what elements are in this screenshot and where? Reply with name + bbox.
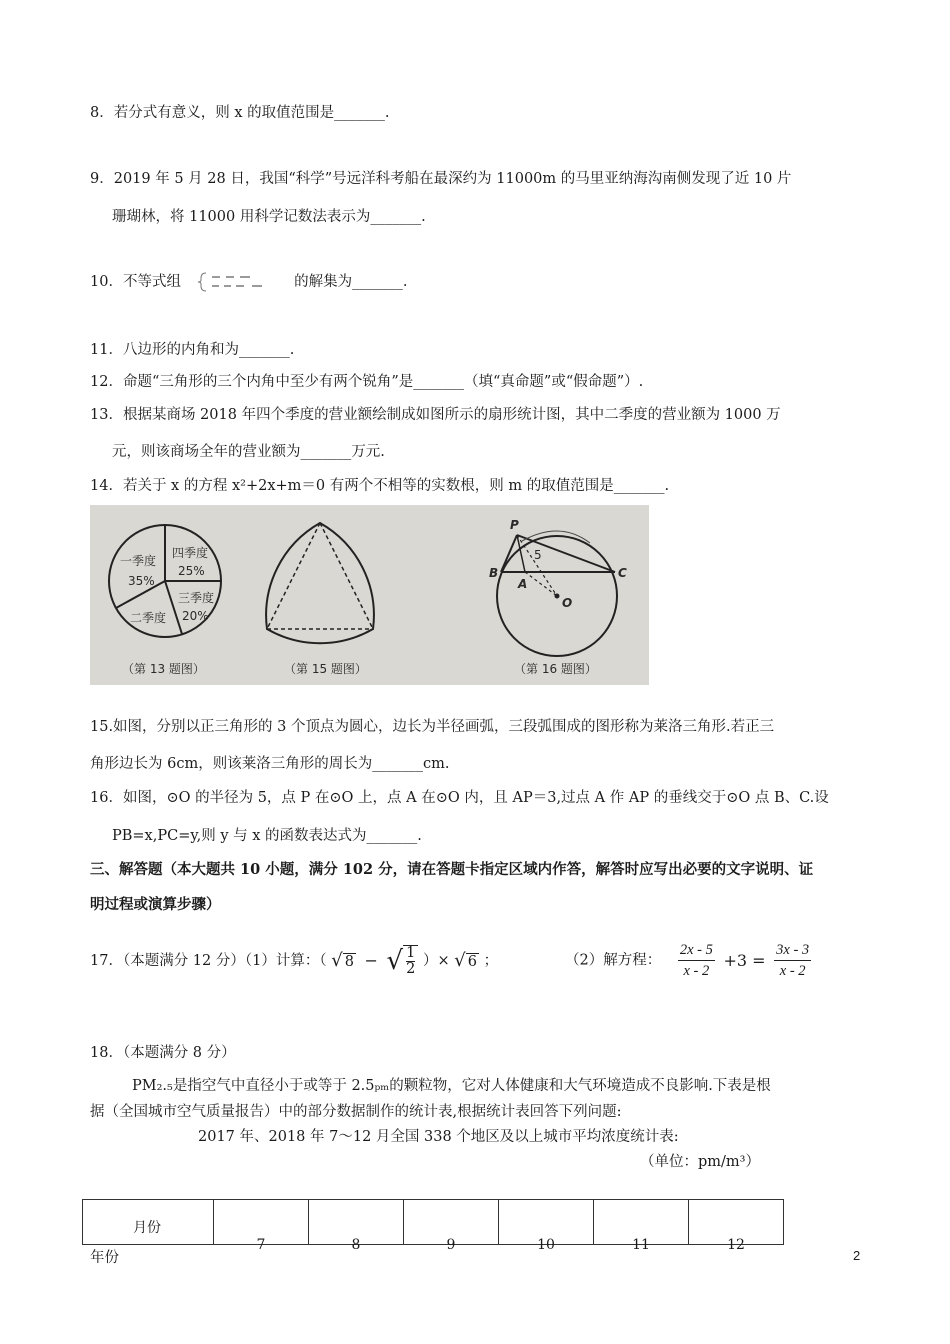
question-18-header: 18．（本题满分 8 分）: [90, 1045, 236, 1061]
section-3-line2: 明过程或演算步骤）: [90, 896, 221, 913]
question-16-line2: PB=x,PC=y,则 y 与 x 的函数表达式为_______.: [112, 828, 422, 844]
label-c: C: [618, 566, 627, 580]
sqrt-6: √ 6: [454, 949, 477, 971]
label-o: O: [562, 596, 573, 610]
pie-q1-label: 一季度: [120, 554, 157, 568]
label-five: 5: [534, 548, 542, 562]
label-p: P: [510, 518, 519, 532]
inequality-system-image: [198, 271, 280, 293]
rhs-fraction: $\frac{3x - 3}{x - 2}$: [776, 942, 810, 979]
plus-three-equals: +3 =: [723, 950, 766, 970]
month-cell-10: 10: [499, 1200, 594, 1245]
question-10-prefix: 10．不等式组: [90, 274, 181, 290]
month-cell-11: 11: [594, 1200, 689, 1245]
month-cell-12: 12: [689, 1200, 784, 1245]
table-unit: （单位：pm/m³）: [640, 1154, 760, 1170]
circle-chord-figure: [489, 518, 627, 676]
month-cell-7: 7: [214, 1200, 309, 1245]
pie-caption: （第 13 题图）: [122, 662, 205, 676]
figures-svg: [90, 505, 649, 685]
table-row: [83, 1200, 784, 1245]
label-b: B: [489, 566, 499, 580]
question-13-line2: 元，则该商场全年的营业额为_______万元.: [112, 444, 385, 460]
question-14: 14．若关于 x 的方程 x²+2x+m＝0 有两个不相等的实数根，则 m 的取值范围是_______.: [90, 478, 670, 494]
circle-caption: （第 16 题图）: [514, 662, 597, 676]
pie-q1-pct: 35%: [128, 574, 155, 588]
times-sign: ）×: [422, 953, 450, 969]
question-10: [90, 271, 408, 293]
question-10-suffix: 的解集为_______.: [294, 274, 408, 290]
table-title: 2017 年、2018 年 7～12 月全国 338 个地区及以上城市平均浓度统计表:: [198, 1129, 679, 1145]
q17-prefix: 17．（本题满分 12 分）（1）计算：（: [90, 953, 327, 969]
question-17-part2: [565, 940, 811, 986]
header-month-cell: [83, 1200, 214, 1245]
figures-panel: [90, 505, 649, 685]
header-year: 年份: [90, 1250, 119, 1266]
q17-part2-label: （2）解方程：: [565, 952, 662, 969]
question-9-line1: 9．2019 年 5 月 28 日，我国“科学”号远洋科考船在最深约为 11000m 的马里亚纳海沟南侧发现了近 10 片: [90, 171, 792, 187]
question-8: 8．若分式有意义，则 x 的取值范围是_______.: [90, 105, 390, 121]
pie-q2-label: 二季度: [130, 611, 167, 625]
month-cell-9: 9: [404, 1200, 499, 1245]
lhs-fraction: $\frac{2x - 5}{x - 2}$: [679, 942, 713, 979]
question-18-para-line1: PM₂.₅是指空气中直径小于或等于 2.5ₚₘ的颗粒物，它对人体健康和大气环境造成不良影响.下表是根: [132, 1078, 771, 1094]
question-11: 11．八边形的内角和为_______.: [90, 342, 295, 358]
sqrt-8: √ 8: [331, 949, 354, 971]
page-number: 2: [853, 1248, 861, 1263]
question-15-line1: 15.如图，分别以正三角形的 3 个顶点为圆心，边长为半径画弧，三段弧围成的图形称为莱洛三角形.若正三: [90, 719, 775, 735]
label-a: A: [518, 577, 528, 591]
pie-q3-pct: 20%: [182, 609, 209, 623]
question-12: 12．命题“三角形的三个内角中至少有两个锐角”是_______（填“真命题”或“假命题”）.: [90, 374, 644, 390]
question-15-line2: 角形边长为 6cm，则该莱洛三角形的周长为_______cm.: [90, 756, 450, 772]
pm25-table: [82, 1199, 784, 1253]
question-16-line1: 16．如图，⊙O 的半径为 5，点 P 在⊙O 上，点 A 在⊙O 内，且 AP＝3,过点 A 作 AP 的垂线交于⊙O 点 B、C.设: [90, 790, 829, 806]
header-month: 月份: [133, 1220, 161, 1236]
minus-sign: −: [364, 951, 378, 970]
question-17: [90, 945, 498, 985]
month-cell-8: 8: [309, 1200, 404, 1245]
pie-q4-label: 四季度: [172, 546, 209, 560]
pie-q3-label: 三季度: [178, 591, 215, 605]
question-13-line1: 13．根据某商场 2018 年四个季度的营业额绘制成如图所示的扇形统计图，其中二季度的营业额为 1000 万: [90, 407, 781, 423]
pie-chart-figure: [109, 525, 221, 676]
section-3-line1: 三、解答题（本大题共 10 小题，满分 102 分，请在答题卡指定区域内作答，解答时应写出必要的文字说明、证: [90, 861, 814, 878]
sqrt-half: √ $\frac{1}{2}$: [387, 945, 419, 977]
question-9-line2: 珊瑚林，将 11000 用科学记数法表示为_______.: [112, 209, 426, 225]
semicolon: ；: [483, 953, 499, 969]
reuleaux-triangle-figure: [266, 523, 374, 676]
question-18-para-line2: 据（全国城市空气质量报告）中的部分数据制作的统计表,根据统计表回答下列问题:: [90, 1104, 622, 1120]
pie-q4-pct: 25%: [178, 564, 205, 578]
reuleaux-caption: （第 15 题图）: [284, 662, 367, 676]
